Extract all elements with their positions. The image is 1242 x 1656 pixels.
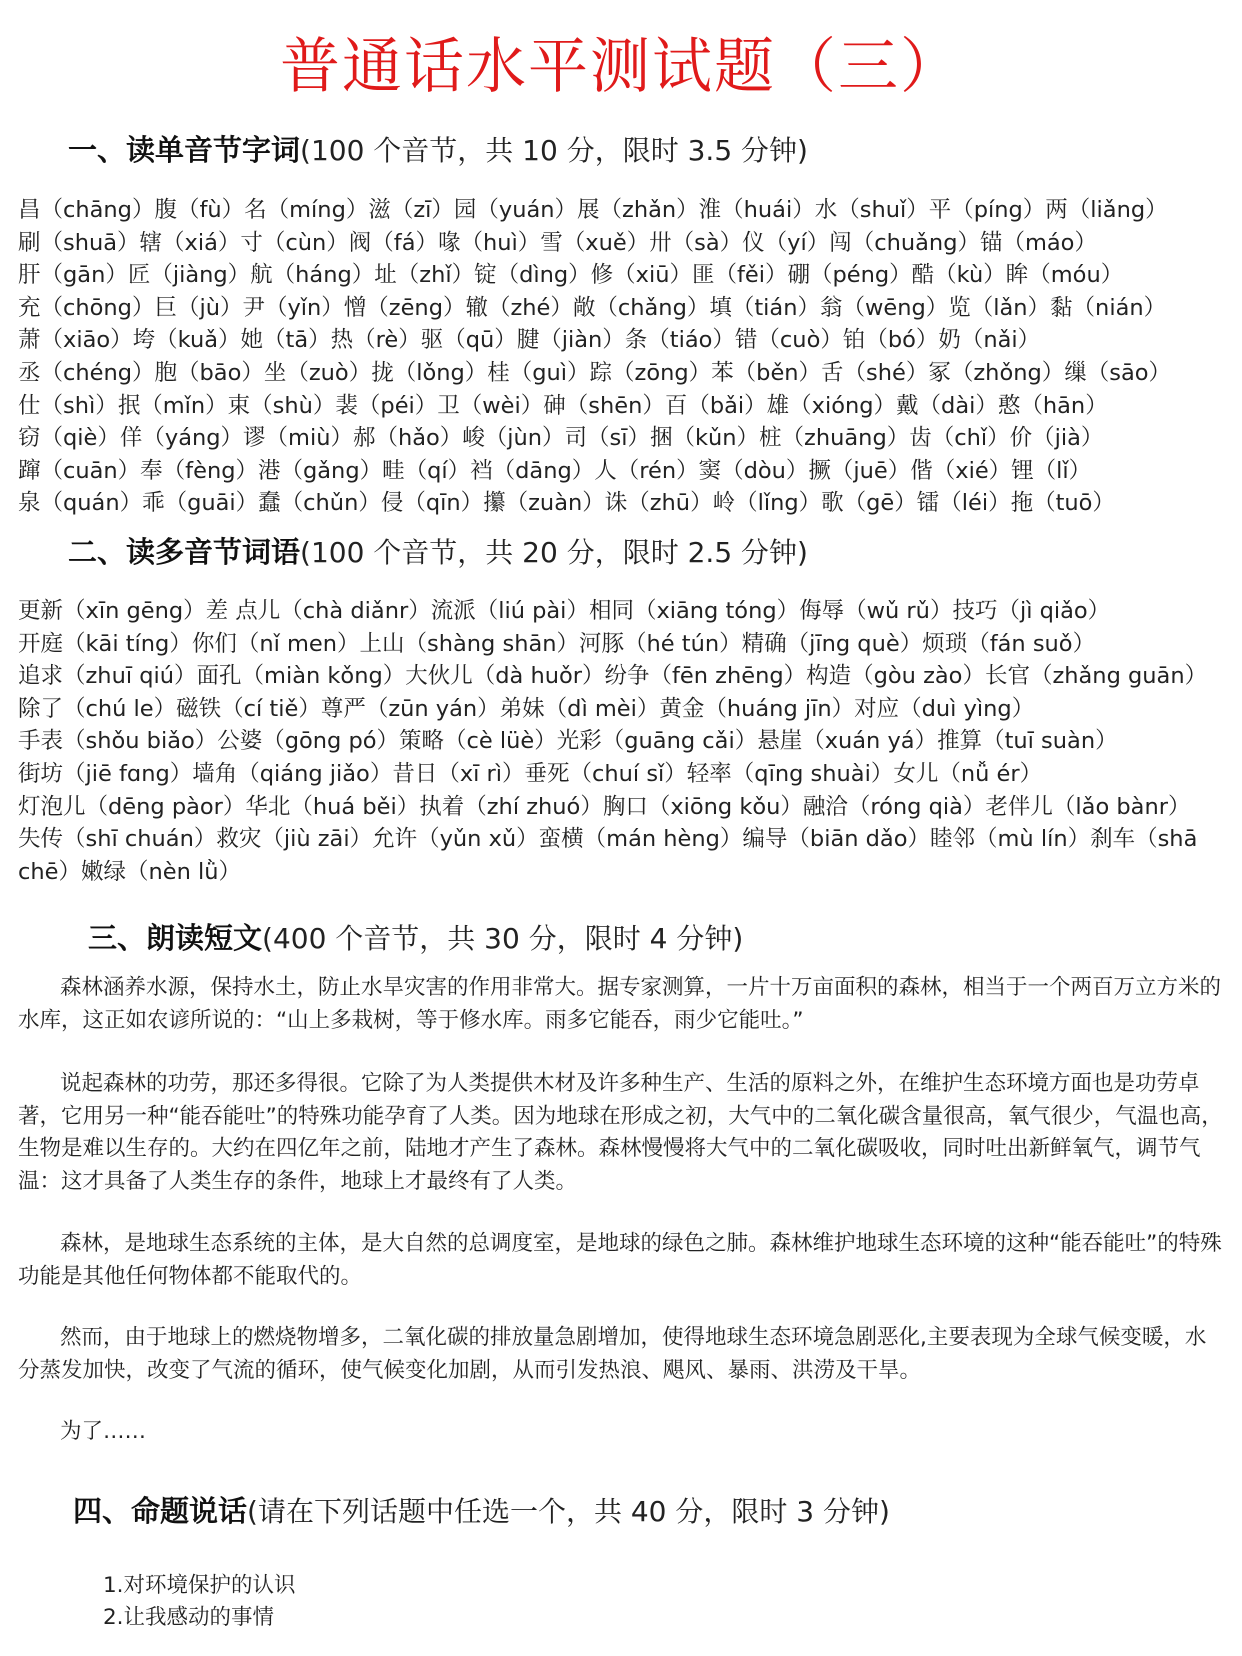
word-line: 萧（xiāo）垮（kuǎ）她（tā）热（rè）驱（qū）腱（jiàn）条（tiáo）错（cuò）铂（bó）奶（nǎi） — [18, 327, 1041, 354]
word-line: 充（chōng）巨（jù）尹（yǐn）憎（zēng）辙（zhé）敞（chǎng）填（tián）翁（wēng）览（lǎn）黏（nián） — [18, 294, 1167, 321]
phrase-line: 除了（chú le）磁铁（cí tiě）尊严（zūn yán）弟妹（dì mèi）黄金（huáng jīn）对应（duì yìng） — [18, 695, 1035, 722]
section-2-title: 二、读多音节词语 — [68, 535, 301, 569]
word-line: 仕（shì）抿（mǐn）束（shù）裴（péi）卫（wèi）砷（shēn）百（bǎi）雄（xióng）戴（dài）憨（hān） — [18, 392, 1108, 419]
section-4-note: (请在下列话题中任选一个，共 40 分，限时 3 分钟) — [247, 1495, 890, 1528]
word-line: 丞（chéng）胞（bāo）坐（zuò）拢（lǒng）桂（guì）踪（zōng）苯（běn）舌（shé）冢（zhǒng）缫（sāo） — [18, 359, 1172, 386]
word-line: 肝（gān）匠（jiàng）航（háng）址（zhǐ）锭（dìng）修（xiū）匪（fěi）硼（péng）酷（kù）眸（móu） — [18, 262, 1124, 289]
passage-paragraph: 为了…… — [60, 1419, 147, 1444]
word-line: 昌（chāng）腹（fù）名（míng）滋（zī）园（yuán）展（zhǎn）淮（huái）水（shuǐ）平（píng）两（liǎng） — [18, 197, 1168, 223]
section-1-heading — [68, 130, 808, 171]
section-1-title: 一、读单音节字词 — [68, 133, 301, 167]
phrase-line: chē）嫩绿（nèn lǜ） — [18, 858, 242, 885]
phrase-line: 更新（xīn gēng）差 点儿（chà diǎnr）流派（liú pài）相同（xiāng tóng）侮辱（wǔ rǔ）技巧（jì qiǎo） — [18, 598, 1111, 624]
passage-paragraph: 森林，是地球生态系统的主体，是大自然的总调度室，是地球的绿色之肺。森林维护地球生态环境的这种“能吞能吐”的特殊功能是其他任何物体都不能取代的。 — [18, 1231, 1222, 1289]
word-line: 蹿（cuān）奉（fèng）港（gǎng）畦（qí）裆（dāng）人（rén）窦（dòu）撅（juē）偕（xié）锂（lǐ） — [18, 457, 1092, 484]
topic-item: 2.让我感动的事情 — [103, 1605, 275, 1630]
word-line: 泉（quán）乖（guāi）蠢（chǔn）侵（qīn）攥（zuàn）诛（zhū）岭（lǐng）歌（gē）镭（léi）拖（tuō） — [18, 490, 1115, 517]
word-line: 刷（shuā）辖（xiá）寸（cùn）阀（fá）喙（huì）雪（xuě）卅（sà）仪（yí）闯（chuǎng）锚（máo） — [18, 229, 1097, 256]
phrase-line: 开庭（kāi tíng）你们（nǐ men）上山（shàng shān）河豚（hé tún）精确（jīng què）烦琐（fán suǒ） — [18, 630, 1096, 657]
section-4-heading — [73, 1491, 890, 1532]
section-3-heading — [88, 918, 743, 959]
section-2-note: (100 个音节，共 20 分，限时 2.5 分钟) — [300, 536, 808, 569]
section-3-title: 三、朗读短文 — [88, 921, 263, 955]
section-3-note: (400 个音节，共 30 分，限时 4 分钟) — [262, 922, 744, 955]
section-2-word-list — [18, 595, 1238, 888]
phrase-line: 失传（shī chuán）救灾（jiù zāi）允许（yǔn xǔ）蛮横（mán hèng）编导（biān dǎo）睦邻（mù lín）刹车（shā — [18, 826, 1198, 853]
page-title: 普通话水平测试题（三） — [280, 32, 962, 102]
section-4-title: 四、命题说话 — [73, 1494, 248, 1528]
section-1-word-list — [18, 194, 1238, 520]
section-2-heading — [68, 532, 808, 573]
topic-item: 1.对环境保护的认识 — [103, 1573, 296, 1598]
phrase-line: 灯泡儿（dēng pàor）华北（huá běi）执着（zhí zhuó）胸口（xiōng kǒu）融洽（róng qià）老伴儿（lǎo bànr） — [18, 793, 1191, 820]
passage-paragraph: 说起森林的功劳，那还多得很。它除了为人类提供木材及许多种生产、生活的原料之外，在维护生态环境方面也是功劳卓著，它用另一种“能吞能吐”的特殊功能孕育了人类。因为地球在形成之初，大气中的二氧化碳含量很高，氧气很少，气温也高，生物是难以生存的。大约在四亿年之前，陆地才产生了森林。森林慢慢将大气中的二氧化碳吸收，同时吐出新鲜氧气，调节气温：这才具备了人类生存的条件，地球上才最终有了人类。 — [18, 1071, 1223, 1194]
section-1-note: (100 个音节，共 10 分，限时 3.5 分钟) — [300, 134, 808, 167]
word-line: 窃（qiè）佯（yáng）谬（miù）郝（hǎo）峻（jùn）司（sī）捆（kǔn）桩（zhuāng）齿（chǐ）价（jià） — [18, 425, 1104, 452]
phrase-line: 追求（zhuī qiú）面孔（miàn kǒng）大伙儿（dà huǒr）纷争（fēn zhēng）构造（gòu zào）长官（zhǎng guān） — [18, 663, 1208, 690]
phrase-line: 手表（shǒu biǎo）公婆（gōng pó）策略（cè lüè）光彩（guāng cǎi）悬崖（xuán yá）推算（tuī suàn） — [18, 728, 1118, 755]
passage-paragraph: 森林涵养水源，保持水土，防止水旱灾害的作用非常大。据专家测算，一片十万亩面积的森林，相当于一个两百万立方米的水库，这正如农谚所说的：“山上多栽树，等于修水库。雨多它能吞，雨少它能吐。” — [18, 975, 1222, 1033]
passage-paragraph: 然而，由于地球上的燃烧物增多，二氧化碳的排放量急剧增加，使得地球生态环境急剧恶化,主要表现为全球气候变暖，水分蒸发加快，改变了气流的循环，使气候变化加剧，从而引发热浪、飓风、暴雨、洪涝及干旱。 — [18, 1325, 1207, 1383]
phrase-line: 街坊（jiē fɑng）墙角（qiáng jiǎo）昔日（xī rì）垂死（chuí sǐ）轻率（qīng shuài）女儿（nǚ ér） — [18, 760, 1043, 787]
